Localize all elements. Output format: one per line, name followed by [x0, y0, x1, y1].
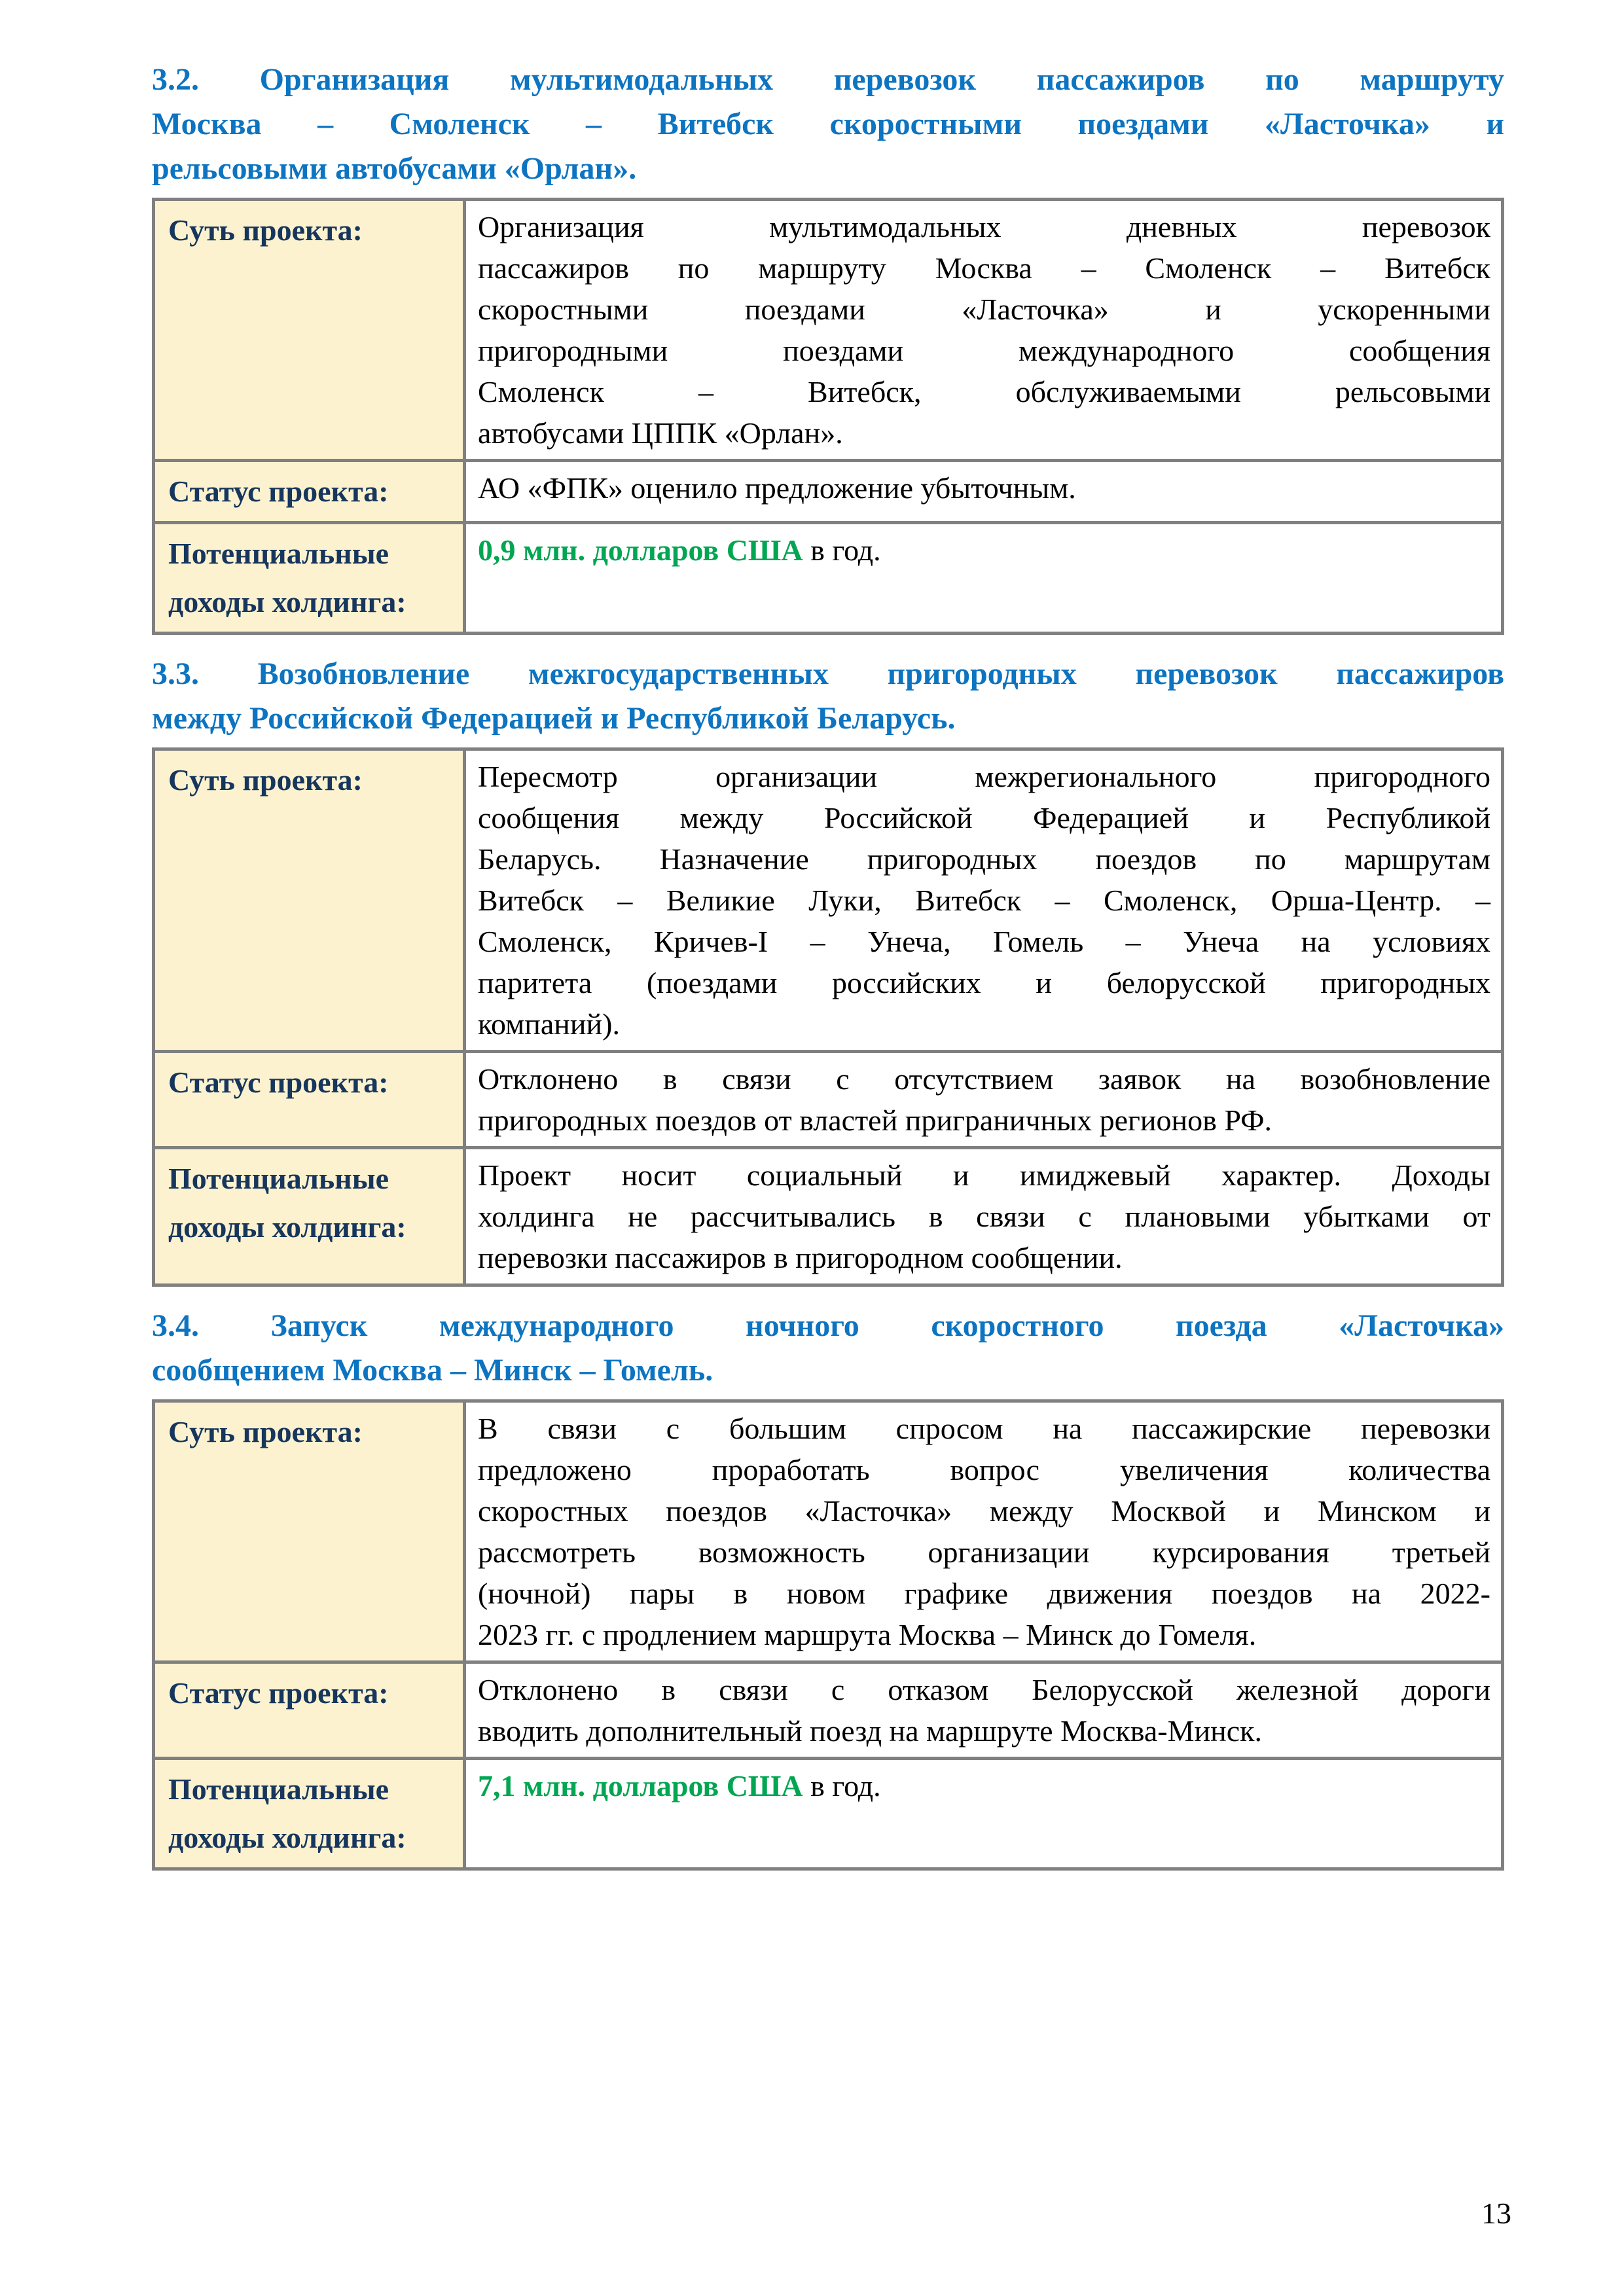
- text-line: Москва – Смоленск – Витебск скоростными поездами «Ласточка» и: [152, 107, 1504, 141]
- revenue-highlight: 0,9 млн. долларов США: [478, 533, 803, 567]
- text-line: АО «ФПК» оценило предложение убыточным.: [478, 471, 1076, 505]
- label-cell: Статус проекта:: [154, 1662, 465, 1759]
- text-line: пригородных поездов от властей приграничных регионов РФ.: [478, 1103, 1272, 1137]
- text-line: Пересмотр организации межрегионального пригородного: [478, 760, 1490, 793]
- table-row: [154, 749, 1503, 1052]
- table-row: [154, 1401, 1503, 1662]
- text-line: между Российской Федерацией и Республикой Беларусь.: [152, 701, 956, 736]
- text-line: сообщением Москва – Минск – Гомель.: [152, 1353, 713, 1388]
- project-table-3-2: [152, 198, 1504, 635]
- text-line: пригородными поездами международного сообщения: [478, 334, 1490, 367]
- label-cell: Потенциальные доходы холдинга:: [154, 1759, 465, 1869]
- text-line: Организация мультимодальных дневных перевозок: [478, 210, 1490, 243]
- value-cell: [465, 523, 1503, 634]
- text-line: Витебск – Великие Луки, Витебск – Смоленск, Орша-Центр. –: [478, 884, 1490, 917]
- text-line: В связи с большим спросом на пассажирские перевозки: [478, 1412, 1490, 1445]
- value-cell: [465, 1052, 1503, 1148]
- section-heading-3-3: [152, 652, 1504, 741]
- text-line: пассажиров по маршруту Москва – Смоленск – Витебск: [478, 251, 1490, 285]
- table-row: [154, 1759, 1503, 1869]
- text-line: Смоленск, Кричев-I – Унеча, Гомель – Унеча на условиях: [478, 925, 1490, 958]
- table-row: [154, 200, 1503, 461]
- text-line: 2023 гг. с продлением маршрута Москва – Минск до Гомеля.: [478, 1618, 1257, 1651]
- table-row: [154, 1148, 1503, 1285]
- value-cell: [465, 1148, 1503, 1285]
- text-line: предложено проработать вопрос увеличения количества: [478, 1453, 1490, 1486]
- project-table-3-4: [152, 1399, 1504, 1871]
- text-line: паритета (поездами российских и белорусской пригородных: [478, 966, 1490, 999]
- table-row: [154, 1662, 1503, 1759]
- text-line: сообщения между Российской Федерацией и Республикой: [478, 801, 1490, 834]
- text-line: автобусами ЦППК «Орлан».: [478, 416, 843, 450]
- text-line: Отклонено в связи с отказом Белорусской железной дороги: [478, 1673, 1490, 1706]
- label-cell: Потенциальные доходы холдинга:: [154, 523, 465, 634]
- text-line: 3.4. Запуск международного ночного скоростного поезда «Ласточка»: [152, 1308, 1504, 1343]
- section-heading-3-2: [152, 58, 1504, 191]
- text-line: скоростных поездов «Ласточка» между Москвой и Минском и: [478, 1494, 1490, 1528]
- text-line: перевозки пассажиров в пригородном сообщении.: [478, 1241, 1123, 1274]
- text-line: рассмотреть возможность организации курсирования третьей: [478, 1535, 1490, 1569]
- label-cell: Суть проекта:: [154, 200, 465, 461]
- text-line: Беларусь. Назначение пригородных поездов по маршрутам: [478, 842, 1490, 876]
- text-line: вводить дополнительный поезд на маршруте Москва-Минск.: [478, 1714, 1262, 1748]
- text-line: холдинга не рассчитывались в связи с плановыми убытками от: [478, 1200, 1490, 1233]
- text-line: Отклонено в связи с отсутствием заявок на возобновление: [478, 1062, 1490, 1096]
- text-line: скоростными поездами «Ласточка» и ускоренными: [478, 293, 1490, 326]
- page-number: 13: [1481, 2197, 1511, 2230]
- value-cell: [465, 200, 1503, 461]
- value-cell: [465, 1759, 1503, 1869]
- revenue-highlight: 7,1 млн. долларов США: [478, 1769, 803, 1803]
- text-line: Смоленск – Витебск, обслуживаемыми рельсовыми: [478, 375, 1490, 408]
- text-line: 3.2. Организация мультимодальных перевозок пассажиров по маршруту: [152, 62, 1504, 97]
- value-cell: [465, 1662, 1503, 1759]
- project-table-3-3: [152, 747, 1504, 1287]
- label-cell: Статус проекта:: [154, 1052, 465, 1148]
- text-line: 3.3. Возобновление межгосударственных пригородных перевозок пассажиров: [152, 656, 1504, 691]
- label-cell: Суть проекта:: [154, 749, 465, 1052]
- text-line: компаний).: [478, 1007, 620, 1041]
- value-cell: [465, 461, 1503, 523]
- table-row: [154, 1052, 1503, 1148]
- label-cell: Потенциальные доходы холдинга:: [154, 1148, 465, 1285]
- label-cell: Статус проекта:: [154, 461, 465, 523]
- section-heading-3-4: [152, 1304, 1504, 1393]
- value-cell: [465, 1401, 1503, 1662]
- table-row: [154, 461, 1503, 523]
- table-row: [154, 523, 1503, 634]
- text-line: Проект носит социальный и имиджевый характер. Доходы: [478, 1158, 1490, 1192]
- revenue-rest: в год.: [803, 533, 881, 567]
- label-cell: Суть проекта:: [154, 1401, 465, 1662]
- value-cell: [465, 749, 1503, 1052]
- text-line: (ночной) пары в новом графике движения поездов на 2022-: [478, 1577, 1490, 1610]
- text-line: рельсовыми автобусами «Орлан».: [152, 151, 637, 186]
- revenue-rest: в год.: [803, 1769, 881, 1803]
